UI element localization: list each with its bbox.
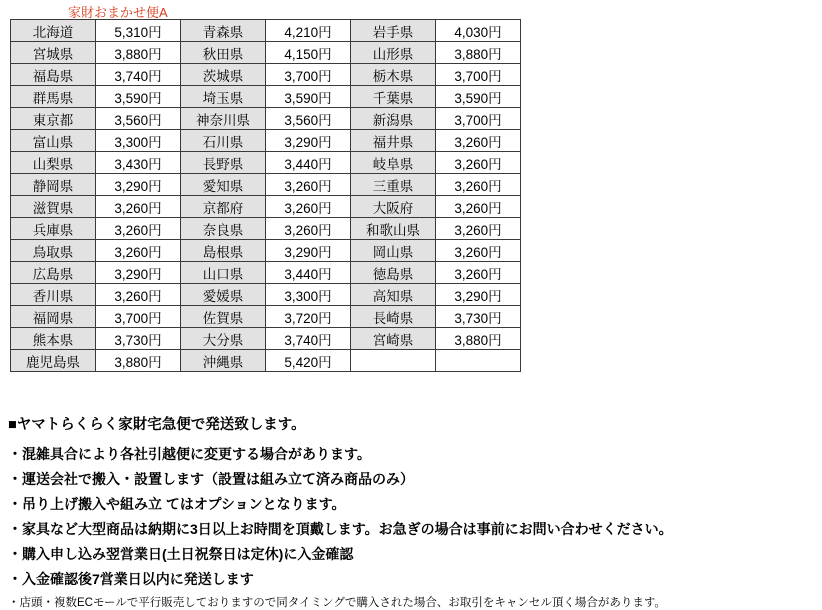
prefecture-cell: 福島県	[11, 64, 96, 86]
prefecture-cell: 新潟県	[351, 108, 436, 130]
price-cell: 3,260円	[436, 196, 521, 218]
prefecture-cell: 茨城県	[181, 64, 266, 86]
prefecture-cell: 島根県	[181, 240, 266, 262]
price-cell: 3,260円	[266, 174, 351, 196]
price-cell: 3,730円	[96, 328, 181, 350]
prefecture-cell: 千葉県	[351, 86, 436, 108]
table-row	[11, 284, 521, 306]
table-row	[11, 262, 521, 284]
prefecture-cell: 岩手県	[351, 20, 436, 42]
prefecture-cell: 山形県	[351, 42, 436, 64]
table-row	[11, 196, 521, 218]
price-cell: 3,290円	[96, 174, 181, 196]
price-cell: 3,590円	[266, 86, 351, 108]
prefecture-cell: 和歌山県	[351, 218, 436, 240]
prefecture-cell: 秋田県	[181, 42, 266, 64]
empty-cell	[436, 350, 521, 372]
price-cell: 3,260円	[436, 152, 521, 174]
price-cell: 3,740円	[266, 328, 351, 350]
prefecture-cell: 三重県	[351, 174, 436, 196]
price-cell: 3,260円	[266, 218, 351, 240]
price-cell: 4,030円	[436, 20, 521, 42]
table-row	[11, 152, 521, 174]
price-cell: 4,150円	[266, 42, 351, 64]
prefecture-cell: 滋賀県	[11, 196, 96, 218]
prefecture-cell: 大分県	[181, 328, 266, 350]
note-line: ・入金確認後7営業日以内に発送します	[8, 571, 254, 587]
notes-section	[8, 413, 808, 610]
price-cell: 3,740円	[96, 64, 181, 86]
table-row	[11, 328, 521, 350]
price-cell: 3,720円	[266, 306, 351, 328]
price-cell: 3,440円	[266, 152, 351, 174]
empty-cell	[351, 350, 436, 372]
prefecture-cell: 宮崎県	[351, 328, 436, 350]
note-line: ・運送会社で搬入・設置します（設置は組み立て済み商品のみ）	[8, 471, 414, 487]
price-cell: 3,260円	[96, 284, 181, 306]
price-cell: 3,260円	[96, 196, 181, 218]
price-cell: 5,420円	[266, 350, 351, 372]
table-row	[11, 306, 521, 328]
price-cell: 3,700円	[266, 64, 351, 86]
price-cell: 3,560円	[96, 108, 181, 130]
notes-heading: ■ヤマトらくらく家財宅急便で発送致します。	[8, 417, 306, 433]
prefecture-cell: 高知県	[351, 284, 436, 306]
note-line: ・吊り上げ搬入や組み立 てはオプションとなります。	[8, 496, 346, 512]
price-cell: 4,210円	[266, 20, 351, 42]
page-title: 家財おまかせ便A	[68, 5, 168, 20]
price-cell: 3,880円	[96, 42, 181, 64]
price-cell: 3,590円	[436, 86, 521, 108]
note-disclaimer: ・店頭・複数ECモールで平行販売しておりますので同タイミングで購入された場合、お取引をキャンセル頂く場合があります。	[8, 597, 666, 609]
prefecture-cell: 長崎県	[351, 306, 436, 328]
prefecture-cell: 岡山県	[351, 240, 436, 262]
prefecture-cell: 宮城県	[11, 42, 96, 64]
price-cell: 3,260円	[436, 262, 521, 284]
price-cell: 3,700円	[96, 306, 181, 328]
price-cell: 3,290円	[266, 130, 351, 152]
price-cell: 3,560円	[266, 108, 351, 130]
price-cell: 3,880円	[96, 350, 181, 372]
prefecture-cell: 埼玉県	[181, 86, 266, 108]
prefecture-cell: 沖縄県	[181, 350, 266, 372]
price-cell: 3,260円	[96, 218, 181, 240]
prefecture-cell: 福井県	[351, 130, 436, 152]
price-cell: 3,590円	[96, 86, 181, 108]
prefecture-cell: 福岡県	[11, 306, 96, 328]
prefecture-cell: 徳島県	[351, 262, 436, 284]
price-cell: 3,290円	[96, 262, 181, 284]
price-cell: 3,730円	[436, 306, 521, 328]
price-cell: 3,430円	[96, 152, 181, 174]
price-cell: 3,260円	[436, 218, 521, 240]
prefecture-cell: 山口県	[181, 262, 266, 284]
prefecture-cell: 広島県	[11, 262, 96, 284]
price-cell: 3,440円	[266, 262, 351, 284]
prefecture-cell: 愛媛県	[181, 284, 266, 306]
prefecture-cell: 兵庫県	[11, 218, 96, 240]
price-cell: 3,290円	[266, 240, 351, 262]
table-row	[11, 108, 521, 130]
price-cell: 3,880円	[436, 42, 521, 64]
price-cell: 3,260円	[436, 130, 521, 152]
table-row	[11, 350, 521, 372]
prefecture-cell: 鳥取県	[11, 240, 96, 262]
prefecture-cell: 北海道	[11, 20, 96, 42]
prefecture-cell: 奈良県	[181, 218, 266, 240]
note-line: ・購入申し込み翌営業日(土日祝祭日は定休)に入金確認	[8, 546, 354, 562]
prefecture-cell: 東京都	[11, 108, 96, 130]
price-cell: 3,880円	[436, 328, 521, 350]
table-row	[11, 218, 521, 240]
price-cell: 3,260円	[436, 174, 521, 196]
prefecture-cell: 石川県	[181, 130, 266, 152]
price-cell: 5,310円	[96, 20, 181, 42]
prefecture-cell: 山梨県	[11, 152, 96, 174]
prefecture-cell: 長野県	[181, 152, 266, 174]
price-cell: 3,700円	[436, 64, 521, 86]
price-cell: 3,700円	[436, 108, 521, 130]
note-line: ・混雑具合により各社引越便に変更する場合があります。	[8, 446, 371, 462]
table-row	[11, 64, 521, 86]
price-cell: 3,260円	[96, 240, 181, 262]
prefecture-cell: 静岡県	[11, 174, 96, 196]
prefecture-cell: 大阪府	[351, 196, 436, 218]
prefecture-cell: 神奈川県	[181, 108, 266, 130]
table-body	[11, 20, 521, 372]
prefecture-cell: 岐阜県	[351, 152, 436, 174]
table-row	[11, 42, 521, 64]
prefecture-cell: 群馬県	[11, 86, 96, 108]
prefecture-cell: 愛知県	[181, 174, 266, 196]
table-row	[11, 20, 521, 42]
shipping-rates-table	[10, 19, 521, 372]
table-row	[11, 86, 521, 108]
price-cell: 3,260円	[436, 240, 521, 262]
prefecture-cell: 鹿児島県	[11, 350, 96, 372]
prefecture-cell: 香川県	[11, 284, 96, 306]
price-cell: 3,300円	[266, 284, 351, 306]
prefecture-cell: 佐賀県	[181, 306, 266, 328]
prefecture-cell: 青森県	[181, 20, 266, 42]
price-cell: 3,290円	[436, 284, 521, 306]
prefecture-cell: 栃木県	[351, 64, 436, 86]
table-row	[11, 240, 521, 262]
prefecture-cell: 富山県	[11, 130, 96, 152]
note-line: ・家具など大型商品は納期に3日以上お時間を頂戴します。お急ぎの場合は事前にお問い合わせください。	[8, 521, 673, 537]
prefecture-cell: 熊本県	[11, 328, 96, 350]
table-row	[11, 174, 521, 196]
table-row	[11, 130, 521, 152]
price-cell: 3,300円	[96, 130, 181, 152]
prefecture-cell: 京都府	[181, 196, 266, 218]
price-cell: 3,260円	[266, 196, 351, 218]
